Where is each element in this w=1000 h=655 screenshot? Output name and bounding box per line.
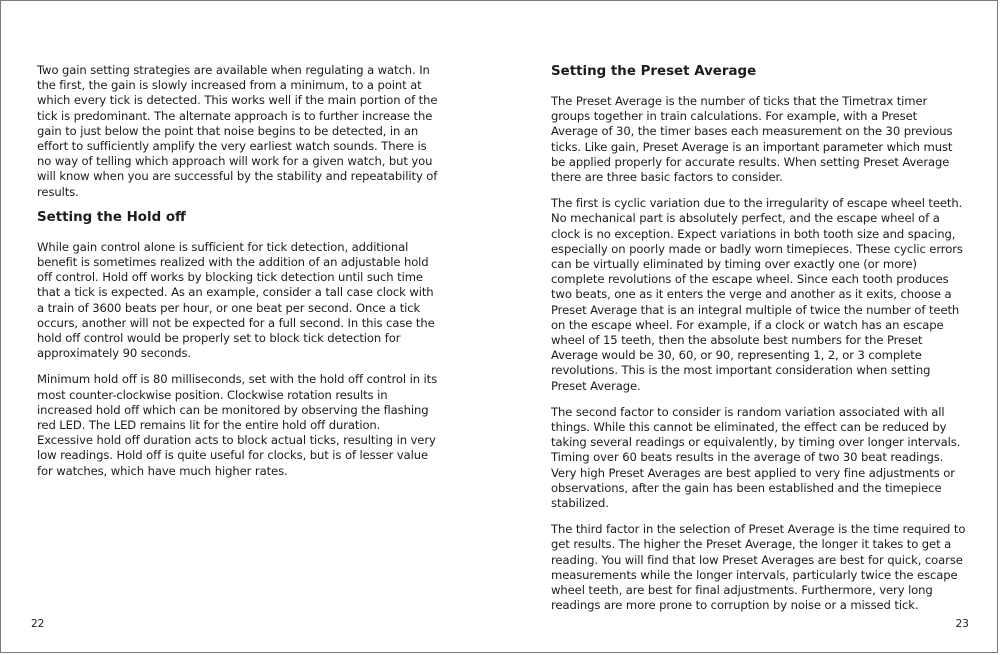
page-number: 23 — [955, 618, 969, 630]
page-number: 22 — [31, 618, 45, 630]
body-paragraph: The third factor in the selection of Preset Average is the time required to get results. The higher the Preset Average, the longer it takes to get a reading. You will find that low Preset Averages are best for quick, coarse measurements while the longer intervals, particularly twice the escape wheel teeth, are best for final adjustments. Furthermore, very long readings are more prone to corruption by noise or a missed tick. — [551, 522, 966, 613]
left-page — [1, 1, 500, 652]
section-heading-hold-off: Setting the Hold off — [37, 209, 186, 225]
intro-paragraph: Two gain setting strategies are available when regulating a watch. In the first, the gain is slowly increased from a minimum, to a point at which every tick is detected. This works well if the main portion of the tick is predominant. The alternate approach is to further increase the gain to just below the point that noise begins to be detected, in an effort to sufficiently amplify the very earliest watch sounds. There is no way of telling which approach will work for a given watch, but you will know when you are successful by the stability and repeatability of results. — [37, 63, 438, 199]
body-paragraph: Minimum hold off is 80 milliseconds, set with the hold off control in its most counter-clockwise position. Clockwise rotation results in increased hold off which can be monitored by observing the flashing red LED. The LED remains lit for the entire hold off duration. Excessive hold off duration acts to block actual ticks, resulting in very low readings. Hold off is quite useful for clocks, but is of lesser value for watches, which have much higher rates. — [37, 372, 438, 478]
left-text-column — [37, 63, 439, 490]
section-heading-preset-average: Setting the Preset Average — [551, 64, 757, 79]
body-paragraph: The Preset Average is the number of ticks that the Timetrax timer groups together in train calculations. For example, with a Preset Average of 30, the timer bases each measurement on the 30 previous ticks. Like gain, Preset Average is an important parameter which must be applied properly for accurate results. When setting Preset Average there are three basic factors to consider. — [551, 94, 953, 185]
body-paragraph: While gain control alone is sufficient for tick detection, additional benefit is sometimes realized with the addition of an adjustable hold off control. Hold off works by blocking tick detection until such time that a tick is expected. As an example, consider a tall case clock with a train of 3600 beats per hour, or one beat per second. Once a tick occurs, another will not be expected for a full second. In this case the hold off control would be properly set to block tick detection for approximately 90 seconds. — [37, 239, 435, 361]
body-paragraph: The first is cyclic variation due to the irregularity of escape wheel teeth. No mechanical part is absolutely perfect, and the escape wheel of a clock is no exception. Expect variations in both tooth size and spacing, especially on poorly made or badly worn timepieces. These cyclic errors can be virtually eliminated by timing over exactly one (or more) complete revolutions of the escape wheel. Since each tooth produces two beats, one as it enters the verge and another as it exits, choose a Preset Average that is an integral multiple of twice the number of teeth on the escape wheel. For example, if a clock or watch has an escape wheel of 15 teeth, then the absolute best numbers for the Preset Average would be 30, 60, or 90, representing 1, 2, or 3 complete revolutions. This is the most important consideration when setting Preset Average. — [551, 196, 963, 393]
right-page — [500, 1, 999, 652]
body-paragraph: The second factor to consider is random variation associated with all things. While this cannot be eliminated, the effect can be reduced by taking several readings or equivalently, by timing over longer intervals. Timing over 60 beats results in the average of two 30 beat readings. Very high Preset Averages are best applied to very fine adjustments or observations, after the gain has been established and the timepiece stabilized. — [551, 404, 961, 511]
right-text-column — [551, 63, 966, 625]
